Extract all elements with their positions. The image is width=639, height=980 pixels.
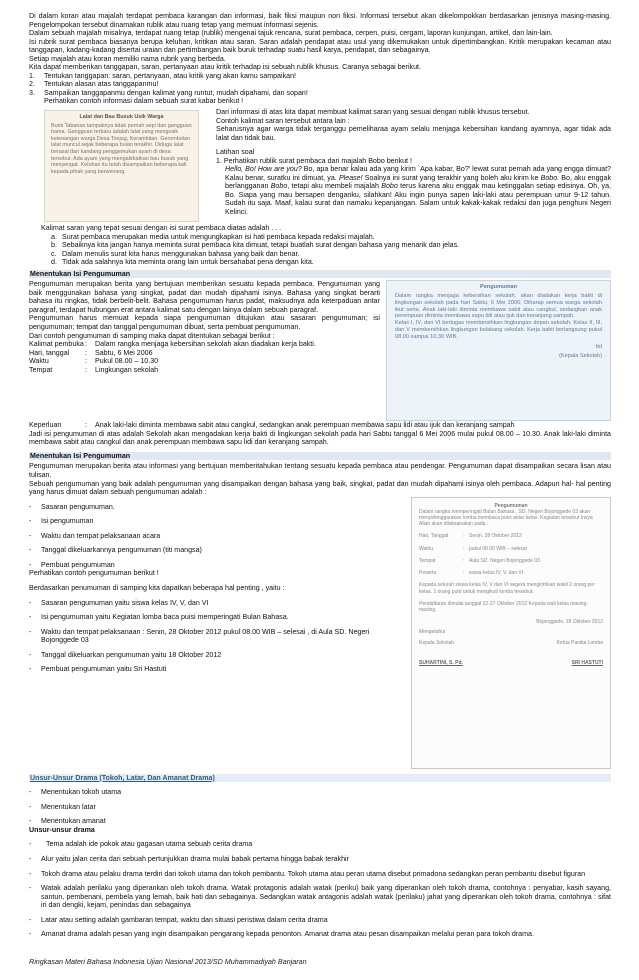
commentary-line: Seharusnya agar warga tidak terganggu pemeliharaa ayam selalu menjaga kebersihan kandang ayamnya, agar tidak ada lalat dan tidak bau. (216, 125, 611, 142)
step-item: 1. Tentukan tanggapan: saran, pertanyaan, atau kritik yang akan kamu sampaikan! (29, 71, 296, 80)
field-row: Hari, tanggal : Sabtu, 6 Mei 2006 (29, 348, 153, 357)
list-item: - Isi pengumuman yaitu Kegiatan lomba baca puisi memperingati Bulan Bahasa. (29, 613, 289, 622)
section-heading: Menentukan Isi Pengumuman (29, 270, 611, 279)
answer-option[interactable]: b. Sebaiknya kita jangan hanya meminta surat pembaca kita dimuat, tetapi buatlah surat dengan bahasa yang menarik dan jelas. (51, 241, 460, 250)
article-commentary (216, 108, 611, 222)
list-item: - Waktu dan tempat pelaksanaan acara (29, 531, 161, 540)
commentary-line: Contoh kalimat saran tersebut antara lain : (216, 116, 350, 125)
answer-option[interactable]: a. Surat pembaca merupakan media untuk mengungkapkan isi hati pembaca kepada redaksi majalah. (51, 232, 375, 241)
answer-option[interactable]: d. Tidak ada salahnya kita meminta orang lain untuk bersahabat pena dengan kita. (51, 258, 314, 267)
list-item: - Tema adalah ide pokok atau gagasan utama sebuah cerita drama (29, 840, 253, 849)
list-item: - Pembuat pengumuman yaitu Sri Hastuti (29, 665, 167, 674)
section1-body (29, 280, 611, 421)
section2-body (29, 497, 611, 769)
announcement-image: Pengumuman Dalam rangka menjaga kebersihan sekolah, akan diadakan kerja bakti di lingkungan sekolah pada hari Sabtu, 6 Mei 2006. Diharap semua warga sekolah ikut serta. Anak laki-laki diminta membawa sabit atau cangkul, sedangkan anak perempuan diminta membawa sapu lidi atau ijuk dan keranjang sampah. Kelas I, IV, dan VI bertugas membersihkan lingkungan depan sekolah. Kelas II, III, dan V membersihkan lingkungan belakang sekolah. Kerja bakti berlangsung pukul 08.00 sampai 10.30 WIB. ttd (Kepala Sekolah) (386, 280, 611, 421)
step-item: 3. Sampaikan tanggapanmu dengan kalimat yang runtut, mudah dipahami, dan sopan! Perhatikan contoh informasi dalam sebuah surat kabar berikut ! (29, 89, 611, 106)
intro-paragraph: Dalam sebuah majalah misalnya, terdapat ruang tetap (rublik) mengenai tajuk rencana, surat pembaca, cerpen, puisi, cergam, laporan kunjungan, artikel, dan lain-lain. (29, 29, 553, 38)
article-block (44, 108, 611, 222)
field-row: Waktu : Pukul 08.00 – 10.30 (29, 357, 159, 366)
section-heading: Menentukan Isi Pengumuman (29, 452, 611, 461)
announcement-image-title: Pengumuman (494, 502, 528, 509)
intro-paragraph: Isi rubrik surat pembaca biasanya berupa keluhan, kritikan atau saran. Saran adalah pendapat atau usul yang dikemukakan untuk dipertimbangkan. Kritik merupakan kecaman atau tanggapan, kadang-kadang disertai uraian dan pertimbangan baik buruk terhadap suatu hasil karya, pendapat, dan sebagainya. (29, 37, 611, 55)
section1-paragraph: Pengumuman harus memuat kepada siapa pengumuman ditujukan atau sasaran pengumuman; isi pengumuman; tempat dan tanggal pengumuman dibuat, serta pembuat pengumuman. (29, 314, 380, 332)
intro-paragraph: Di dalam koran atau majalah terdapat pembaca karangan dan informasi, baik fiksi maupun non fiksi. Informasi tersebut akan dikelompokkan berdasarkan jenisnya masing-masing. Pengelompokan tersebut dinamakan rublik atau ruang tetap yang memuat informasi sejenis. (29, 12, 611, 29)
answer-options (41, 233, 611, 267)
step-item: 2. Tentukan alasan atas tanggapanmu! (29, 80, 159, 89)
section2-analysis-intro: Berdasarkan penumuman di samping kita dapatkan beberapa hal penting , yaitu : (29, 583, 285, 592)
list-item: - Latar atau setting adalah gambaran tempat, waktu dan situasi peristiwa dalam cerita drama (29, 915, 328, 924)
announcement-image-title: Pengumuman (480, 284, 517, 291)
clipping-title: Lalat dan Bau Busuk Usik Warga (79, 114, 164, 121)
document-page (29, 12, 611, 939)
list-item: - Waktu dan tempat pelaksanaan : Senin, 28 Oktober 2012 pukul 08.00 WIB – selesai , di Aula SD. Negeri Bojonggede 03 (29, 627, 370, 645)
section2-paragraph: Sebuah pengumuman yang baik adalah pengumuman yang disampaikan dengan bahasa yang baik, singkat, padat dan mudah dipahami isinya oleh pembaca. Adapun hal- hal penting yang harus dimuat dalam sebuah pengumuman adalah : (29, 479, 611, 497)
list-item: - Sasaran pengumuman. (29, 502, 115, 511)
example-intro: Perhatikan contoh informasi dalam sebuah surat kabar berikut ! (44, 97, 244, 106)
section1-paragraph: Pengumuman merupakan berita yang bertujuan memberikan sesuatu kepada pembaca. Pengumuman yang baik menggunakan bahasa yang singkat, padat dan mudah dipahami isinya. Bahasa yang singkat berarti bahasa itu ringkas, tidak berbelit-belit. Bahasa pengumuman harus padat, maksudnya ada keterpaduan antar paragraf, terdapat hubungan erat antara kalimat satu dengan lainya dalam sebuah paragraf. (29, 280, 380, 314)
answer-option[interactable]: c. Dalam menulis surat kita harus menggunakan bahasa yang baik dan benar. (51, 249, 300, 258)
list-item: - Tokoh drama atau pelaku drama terdiri dari tokoh utama dan tokoh pembantu. Tokoh utama atau peran utama disebut primadona sedangkan peran pembantu disebut figuran (29, 869, 586, 878)
letter-text: Hello, Bo! How are you? Bo, apa benar kalau ada yang kirim `Apa kabar, Bo?' lewat surat pernah ada yang engga dimuat? Kalau benar, suratku ini dimuat, ya. Please! Soalnya ini surat yang terakhir yang boleh aku kirim ke Bobo. Bo, aku enggak berlangganan Bobo, tetapi aku membeli majalah Bobo terus karena aku enggak mau ketinggalan setiap edisinya. Oh, ya, Bo. Siapa yang mau bersapen denganku, silahkan! Aku ingin punya sapen laki-laki atau perempuan umur 9-12 tahun. Sudah itu saja. Maaf, kalau surat dan namaku kepanjangan. Salam untuk kakak-kakak redaksi dan juga penghuni Negeri Kelinci. (225, 165, 611, 217)
latihan-question-1: 1. Perhatikan rublik surat pembaca dari majalah Bobo berikut ! (216, 156, 412, 165)
announcement-image: Pengumuman Dalam rangka memperingati Bulan Bahasa , SD. Negeri Bojonggede 03 akan menyelenggarakan lomba membaca puisi antar kelas. Kegiatan tersebut Insya Allah akan dilaksanakan pada : Hari, Tanggal : Senin, 28 Oktober 2012 Waktu : pukul 08.00 WIB – selesai Tempat : Aula SD. Negeri Bojonggede 03 Peserta : siswa kelas IV, V, dan VI Kepada seluruh siswa kelas IV, V dan VI segera mengirimkan wakil 2 orang per kelas. 1 orang putri untuk mengikuti lomba tersebut. Pendaftaran dimulai tanggal 22-27 Oktober 2012 Kepada wali kelas masing-masing. Bojonggede, 18 Oktober 2012 Mengetahui Kepala Sekolah Ketua Panitia Lomba SUHARTINI, S. Pd. SRI HASTUTI (411, 497, 611, 769)
list-item: - Pembuat pengumuman (29, 560, 115, 569)
section2-example-intro: Perhatikan contoh pengumuman berikut ! (29, 569, 159, 578)
list-item: - Menentukan tokoh utama (29, 788, 122, 797)
intro-paragraph: Setiap majalah atau koran memiliki nama rubrik yang berbeda. (29, 54, 226, 63)
page-footer: Ringkasan Materi Bahasa Indonesia Ujian Nasional 2013/SD Muhammadiyah Banjaran (29, 957, 307, 966)
list-item: - Menentukan latar (29, 802, 96, 811)
field-row: Keperluan : Anak laki-laki diminta membawa sabit atau cangkul, sedangkan anak perempuan membawa sapu lidi atau ijuk dan keranjang sampah (29, 421, 515, 430)
list-item: - Menentukan amanat (29, 817, 106, 826)
section1-closing: Jadi isi pengumuman di atas adalah Sekolah akan mengadakan kerja bakti di lingkungan sekolah pada hari Sabtu tanggal 6 Mei 2006 mulai pukul 08.00 – 10.30. Anak laki-laki diminta membawa sabit atau cangkul dan anak perempuan membawa sapu lidi dan keranjang sampah. (29, 429, 611, 447)
section1-example-intro: Dari contoh pengumuman di samping maka dapat ditentukan sebagai berikut : (29, 331, 275, 340)
question-text: Kalimat saran yang tepat sesuai dengan isi surat pembaca diatas adalah . . . (41, 224, 282, 233)
field-row: Kalimat pembuka : Dalam rangka menjaga kebersihan sekolah akan diadakan kerja bakti. (29, 340, 316, 349)
intro-paragraph: Kita dapat memberikan tanggapan, saran, pertanyaan atau kritik terhadap isi sebuah rublik khusus. Caranya sebagai berikut. (29, 63, 421, 72)
commentary-line: Dari informasi di atas kita dapat membuat kalimat saran yang sesuai dengan rublik khusus tersebut. (216, 108, 530, 117)
field-row: Tempat : Lingkungan sekolah (29, 365, 159, 374)
sub-heading: Unsur-unsur drama (29, 825, 95, 834)
latihan-question (29, 224, 611, 267)
list-item: - Amanat drama adalah pesan yang ingin disampaikan pengarang kepada penonton. Amanat drama atau pesan disampaikan melalui peran para tokoh drama. (29, 930, 534, 939)
steps-list (29, 72, 611, 106)
list-item: - Sasaran pengumuman yaitu siswa kelas IV, V, dan VI (29, 598, 209, 607)
list-item: - Watak adalah perilaku yang diperankan oleh tokoh drama. Watak protagonis adalah watak (periku) baik yang diperankan oleh tokoh drama, contohnya : penyabar, kasih sayang, santun, pembenani, pembela yang lemah, baik hati dan sebagainya. Sedangkan watak antagonis adalah watak (perilaku) jahat yang diperankan oleh tokoh drama, contohnya : sifat iri dan dengki, kejam, penindas dan sebagainya (29, 884, 611, 910)
list-item: - Tanggal dikeluarkannya pengumuman (titi mangsa) (29, 546, 202, 555)
latihan-title: Latihan soal (216, 148, 255, 157)
list-item: - Alur yaitu jalan cerita dari sebuah pertunjukkan drama mulai babak pertama hingga babak terakhir (29, 854, 349, 863)
list-item: - Tanggal dikeluarkan pengumuman yaitu 18 Oktober 2012 (29, 650, 222, 659)
section2-paragraph: Pengumuman merupakan berita atau informasi yang bertujuan memberitahukan tentang sesuatu kepada pembaca atau pendengar. Pengumuman dapat disampaikan secara lisan atau tulisan. (29, 462, 611, 480)
clipping-text: Bumi Tabanan tampaknya tidak pernah sepi dari gangguan hama. Gangguan terbaru adalah lalat yang mengusik ketenangan warga Desa Tonjag, Kerambitan. Gerombolan lalat muncul sejak beberapa bulan terakhir. Diduga lalat berasal dari kandang penggemukan ayam di desa tersebut. Ada ayam yang mengakibatkan bau busuk yang menyengat. Keluhan itu telah disampaikan beberapa kali kepada pihak yang berwenang. (51, 122, 192, 175)
section-heading: Unsur-Unsur Drama (Tokoh, Latar, Dan Amanat Drama) (29, 774, 611, 783)
newspaper-clipping-image (44, 110, 199, 222)
list-item: - Isi pengumuman (29, 517, 94, 526)
